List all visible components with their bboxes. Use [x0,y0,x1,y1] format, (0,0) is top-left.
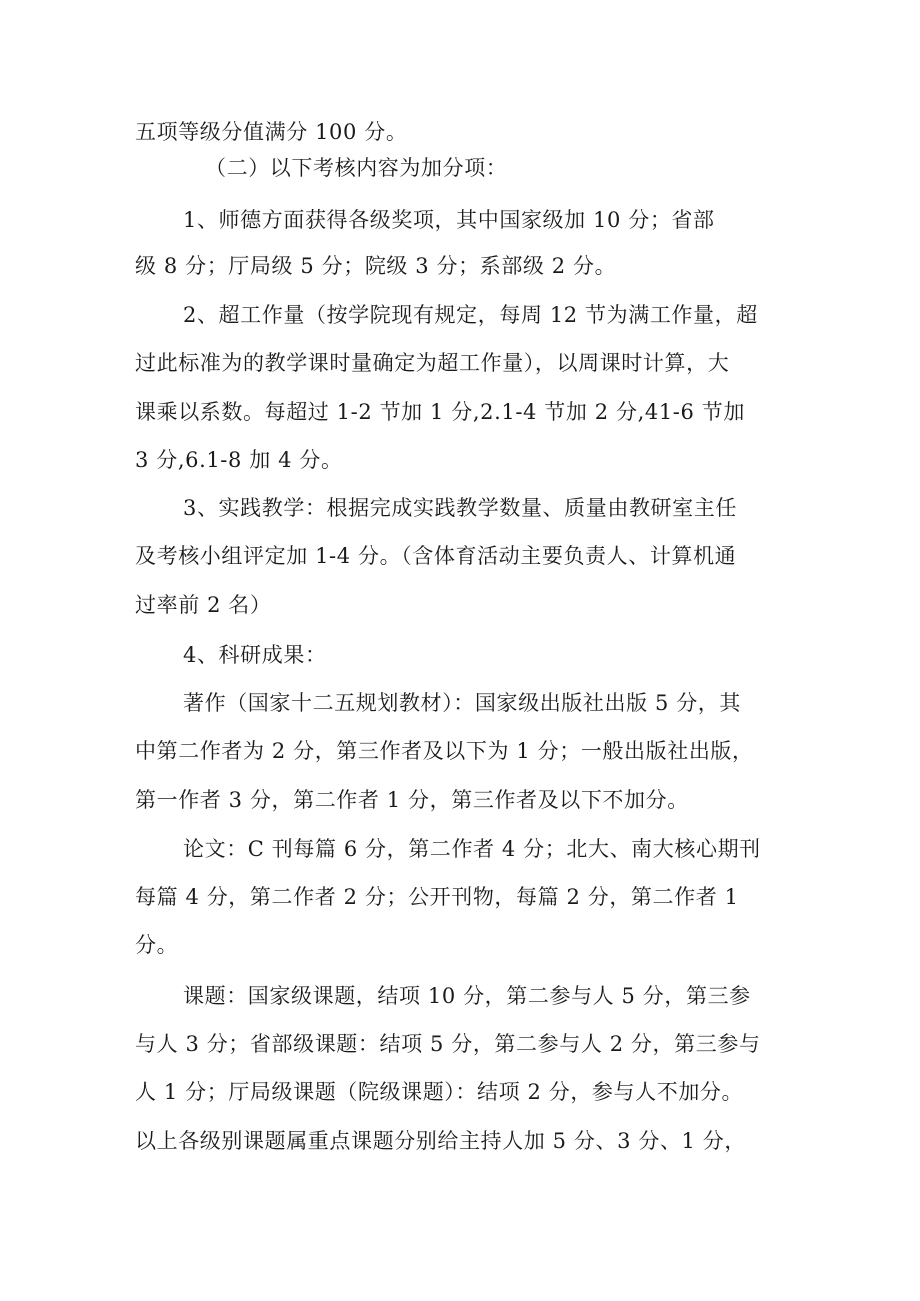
text-line: 分。 [135,933,179,957]
text-line: 五项等级分值满分 100 分。 [135,120,408,144]
text-line: 2、超工作量（按学院现有规定，每周 12 节为满工作量，超 [183,303,758,327]
text-line: 3、实践教学：根据完成实践教学数量、质量由教研室主任 [183,496,737,520]
text-line: 每篇 4 分，第二作者 2 分；公开刊物，每篇 2 分，第二作者 1 [135,885,739,909]
text-line: 4、科研成果： [183,643,327,667]
text-line: 3 分,6.1-8 加 4 分。 [135,448,343,472]
text-line: 第一作者 3 分，第二作者 1 分，第三作者及以下不加分。 [135,788,689,812]
text-line: 与人 3 分；省部级课题：结项 5 分，第二参与人 2 分，第三参与 [135,1032,761,1056]
text-line: 1、师德方面获得各级奖项，其中国家级加 10 分；省部 [183,208,715,232]
text-line: 著作（国家十二五规划教材）：国家级出版社出版 5 分，其 [183,691,742,715]
text-line: 过此标准为的教学课时量确定为超工作量），以周课时计算，大 [135,351,730,375]
text-line: 以上各级别课题属重点课题分别给主持人加 5 分、3 分、1 分， [135,1129,746,1153]
text-line: 人 1 分；厅局级课题（院级课题）：结项 2 分，参与人不加分。 [135,1080,744,1104]
text-line: 过率前 2 名） [135,593,272,617]
text-line: 课题：国家级课题，结项 10 分，第二参与人 5 分，第三参 [183,984,751,1008]
text-line: 课乘以系数。每超过 1-2 节加 1 分,2.1-4 节加 2 分,41-6 节加 [135,400,745,424]
text-line: 论文：C 刊每篇 6 分，第二作者 4 分；北大、南大核心期刊 [183,837,761,861]
text-line: 级 8 分；厅局级 5 分；院级 3 分；系部级 2 分。 [135,254,617,278]
text-line: 及考核小组评定加 1-4 分。（含体育活动主要负责人、计算机通 [135,544,737,568]
text-line: 中第二作者为 2 分，第三作者及以下为 1 分；一般出版社出版， [135,739,754,763]
section-heading: （二）以下考核内容为加分项： [205,156,508,180]
